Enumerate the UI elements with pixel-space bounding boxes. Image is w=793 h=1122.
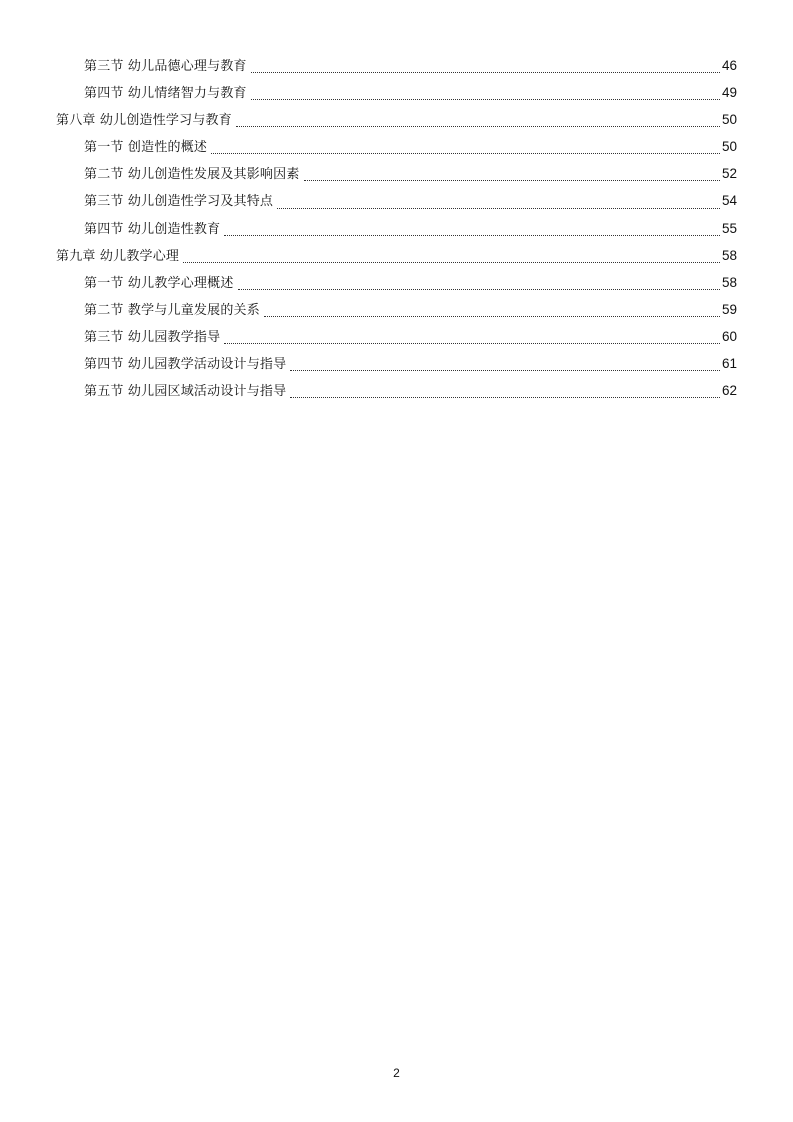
toc-entry[interactable] [56,380,737,407]
toc-entry-page: 58 [721,274,737,290]
toc-entry[interactable] [56,299,737,326]
toc-entry-title: 第三节 幼儿创造性学习及其特点 [84,194,274,210]
toc-leader-dots [251,72,720,73]
toc-entry-page: 46 [721,58,737,73]
toc-entry-page: 59 [721,301,737,317]
toc-entry-title: 第二节 教学与儿童发展的关系 [84,302,260,318]
toc-entry-page: 61 [721,356,737,372]
toc-entry[interactable] [56,190,737,217]
toc-entry[interactable] [56,55,737,82]
toc-entry[interactable] [56,82,737,109]
toc-chapter-entry[interactable] [56,245,737,272]
toc-entry-page: 49 [721,85,737,101]
toc-entry[interactable] [56,353,737,380]
page-number: 2 [393,1066,400,1080]
toc-leader-dots [236,126,720,127]
toc-entry-title: 第五节 幼儿园区域活动设计与指导 [84,384,287,400]
toc-entry[interactable] [56,272,737,299]
toc-leader-dots [290,370,720,371]
toc-entry-page: 62 [721,383,737,399]
toc-entry-page: 60 [721,328,737,344]
toc-leader-dots [183,262,720,263]
toc-leader-dots [211,153,720,154]
toc-entry[interactable] [56,163,737,190]
table-of-contents [56,55,737,407]
toc-entry-title: 第八章 幼儿创造性学习与教育 [56,113,232,129]
toc-chapter-entry[interactable] [56,109,737,136]
toc-entry-page: 58 [721,247,737,263]
toc-entry-title: 第九章 幼儿教学心理 [56,248,180,264]
toc-leader-dots [224,235,720,236]
toc-entry[interactable] [56,326,737,353]
toc-entry-title: 第四节 幼儿创造性教育 [84,221,221,237]
toc-leader-dots [277,208,720,209]
toc-entry-title: 第二节 幼儿创造性发展及其影响因素 [84,167,300,183]
toc-entry-title: 第三节 幼儿园教学指导 [84,329,221,345]
toc-entry-title: 第四节 幼儿情绪智力与教育 [84,86,247,102]
toc-leader-dots [224,343,720,344]
toc-entry-title: 第一节 幼儿教学心理概述 [84,275,234,291]
toc-entry-page: 55 [721,220,737,236]
toc-entry-page: 54 [721,193,737,209]
toc-entry[interactable] [56,136,737,163]
toc-entry-title: 第一节 创造性的概述 [84,140,208,156]
toc-leader-dots [264,316,720,317]
toc-leader-dots [251,99,720,100]
toc-leader-dots [290,397,720,398]
toc-entry-page: 50 [721,139,737,155]
toc-entry-page: 52 [721,166,737,182]
toc-leader-dots [238,289,720,290]
toc-leader-dots [304,180,720,181]
toc-entry-title: 第三节 幼儿品德心理与教育 [84,59,247,74]
toc-entry-page: 50 [721,112,737,128]
toc-entry-title: 第四节 幼儿园教学活动设计与指导 [84,357,287,373]
toc-entry[interactable] [56,218,737,245]
